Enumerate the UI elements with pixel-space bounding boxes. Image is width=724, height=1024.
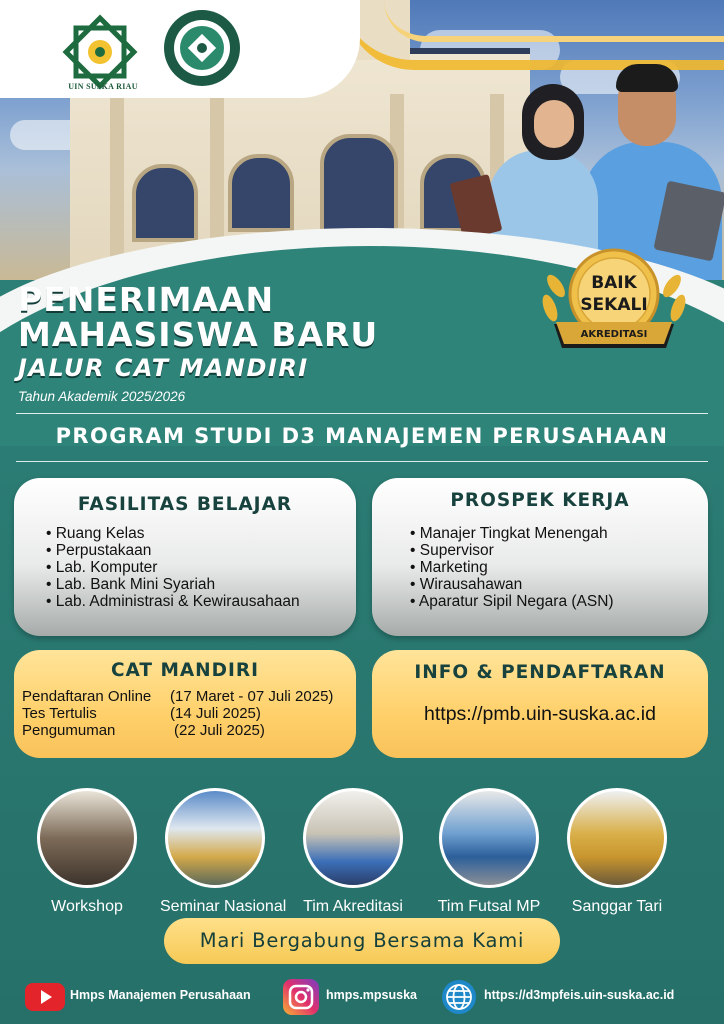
- list-item: • Lab. Bank Mini Syariah: [46, 576, 356, 593]
- fasilitas-card: [14, 478, 356, 636]
- headline: [18, 282, 378, 384]
- headline-line2: MAHASISWA BARU: [18, 315, 379, 354]
- list-item: • Perpustakaan: [46, 542, 356, 559]
- akreditasi-photo: [303, 788, 403, 888]
- website-link[interactable]: https://d3mpfeis.uin-suska.ac.id: [484, 988, 675, 1002]
- instagram-icon[interactable]: [282, 978, 320, 1016]
- cat-title: CAT MANDIRI: [110, 660, 260, 681]
- badge-line1: BAIK: [591, 273, 637, 293]
- program-title: PROGRAM STUDI D3 MANAJEMEN PERUSAHAAN: [55, 424, 669, 448]
- workshop-photo: [37, 788, 137, 888]
- headline-line1: PENERIMAAN: [18, 280, 275, 319]
- schedule-label: Pengumuman: [22, 722, 116, 739]
- activity-futsal: [434, 788, 544, 916]
- list-item: • Aparatur Sipil Negara (ASN): [410, 593, 708, 610]
- registration-link[interactable]: https://pmb.uin-suska.ac.id: [424, 703, 656, 725]
- list-item: • Ruang Kelas: [46, 525, 356, 542]
- hmps-logo-icon: [162, 8, 242, 88]
- schedule-value: (22 Juli 2025): [174, 722, 265, 739]
- divider-top: [16, 413, 708, 414]
- list-item: • Wirausahawan: [410, 576, 708, 593]
- badge-ribbon: AKREDITASI: [580, 329, 648, 340]
- tahun-akademik: Tahun Akademik 2025/2026: [18, 389, 186, 404]
- cat-mandiri-card: [14, 650, 356, 758]
- seminar-photo: [165, 788, 265, 888]
- schedule-label: Tes Tertulis: [22, 705, 97, 722]
- info-title: INFO & PENDAFTARAN: [414, 662, 666, 683]
- footer: [0, 972, 724, 1024]
- headline-line3: JALUR CAT MANDIRI: [18, 354, 309, 382]
- list-item: • Lab. Komputer: [46, 559, 356, 576]
- schedule-label: Pendaftaran Online: [22, 688, 152, 705]
- activity-label: Sanggar Tari: [571, 898, 663, 915]
- prospek-title: PROSPEK KERJA: [450, 490, 630, 511]
- fasilitas-list: [46, 525, 356, 610]
- schedule-value: (14 Juli 2025): [170, 705, 261, 722]
- list-item: • Lab. Administrasi & Kewirausahaan: [46, 593, 356, 610]
- logo-plate: [0, 0, 360, 98]
- sanggar-tari-photo: [567, 788, 667, 888]
- prospek-list: [410, 525, 708, 610]
- activity-label: Seminar Nasional: [160, 898, 287, 915]
- schedule-value: (17 Maret - 07 Juli 2025): [170, 688, 334, 705]
- akreditasi-badge-icon: [540, 248, 688, 358]
- activity-label: Tim Futsal MP: [437, 898, 541, 915]
- activity-workshop: [32, 788, 142, 916]
- list-item: • Manajer Tingkat Menengah: [410, 525, 708, 542]
- list-item: • Supervisor: [410, 542, 708, 559]
- join-banner: Mari Bergabung Bersama Kami: [164, 918, 560, 964]
- youtube-channel[interactable]: Hmps Manajemen Perusahaan: [70, 988, 251, 1002]
- activity-sanggar-tari: [562, 788, 672, 916]
- activity-seminar: [160, 788, 287, 916]
- prospek-card: [372, 478, 708, 636]
- futsal-photo: [439, 788, 539, 888]
- globe-icon[interactable]: [440, 978, 478, 1016]
- activity-label: Tim Akreditasi: [303, 898, 403, 915]
- activity-label: Workshop: [51, 898, 123, 915]
- instagram-handle[interactable]: hmps.mpsuska: [326, 988, 418, 1002]
- badge-line2: SEKALI: [580, 295, 648, 315]
- fasilitas-title: FASILITAS BELAJAR: [77, 494, 293, 515]
- list-item: • Marketing: [410, 559, 708, 576]
- divider-bottom: [16, 461, 708, 462]
- youtube-icon[interactable]: [24, 978, 66, 1016]
- info-card: [372, 650, 708, 758]
- uin-suska-text: UIN SUSKA RIAU: [68, 82, 138, 91]
- cat-schedule: [22, 688, 333, 739]
- activity-akreditasi: [298, 788, 408, 916]
